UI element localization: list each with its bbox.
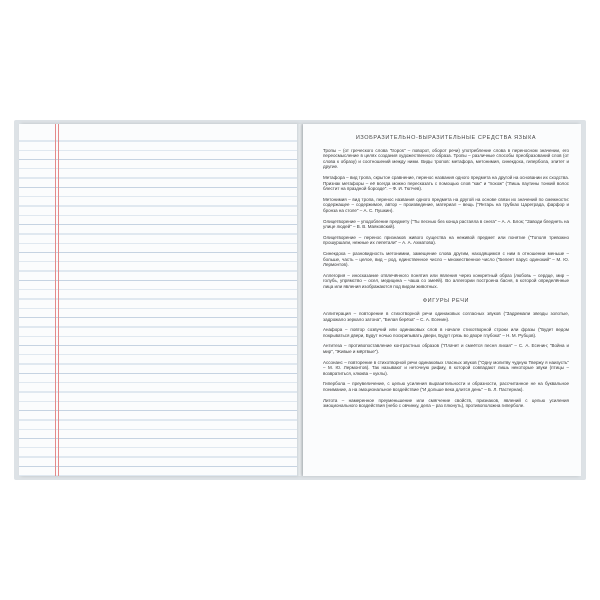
paragraph-metaphor: Метафора – вид тропа, скрытое сравнение, перенос названия одного предмета на другой на основании их сходства. Признак метафоры – её всегда можно пересказать с помощью слов "как" и "похож" ("Лишь паутины тонкий волос блестит на праздной борозде". – Ф. И. Тютчев). (323, 174, 569, 192)
left-lined-page (19, 124, 297, 476)
margin-line (58, 124, 59, 476)
section-heading: ФИГУРЫ РЕЧИ (422, 298, 470, 305)
paragraph-hyperbole: Гипербола – преувеличение, с целью усиления выразительности и образности, рассчитанное не на буквальное понимание, а на эмоциональное воздействие ("И дольше века длится день" – Б. Л. Пастернак). (323, 381, 569, 392)
paragraph-antithesis: Антитеза – противопоставление контрастных образов ("Плачет и смеётся песня лихая" – С. А. Есенин; "Война и мир", "Живые и мёртвые"). (323, 343, 569, 355)
margin-line (55, 124, 56, 476)
paragraph-assonance: Ассонанс – повторение в стихотворной речи одинаковых гласных звуков ("Одну молитву чудную Твержу я наизусть" – М. Ю. Лермонтов). Так называют и неточную рифму, в которой совпадают лишь некоторые звуки (птицы – возвратиться, клюква – куклы). (323, 359, 569, 376)
paragraph-personification-2: Олицетворение – перенос признаков живого существа на неживой предмет или понятие ("Тополя тревожно прошуршали, нежные их лепетали" – А. А. Ахматова). (323, 234, 569, 246)
paragraph-synecdoche: Синекдоха – разновидность метонимии, замещение слова другим, находящимся с ним в отношении меньше – больше, часть – целое, вид – род, единственное число – множественное число ("Белеет парус одинокий" – М. Ю. Лермонтов). (323, 250, 569, 268)
right-reference-page (303, 124, 581, 476)
paragraph-metonymy: Метонимия – вид тропа, перенос названия одного предмета на другой на основе связи их значений по смежности: содержащее – содержимое, автор – произведение, материал – вещь ("Янтарь на трубках Цареграда, фарфор и бронза на столе" – А. С. Пушкин). (323, 196, 569, 213)
section-heading: ИЗОБРАЗИТЕЛЬНО-ВЫРАЗИТЕЛЬНЫЕ СРЕДСТВА ЯЗЫКА (355, 135, 537, 141)
paragraph-personification-1: Олицетворение – уподобление предмету ("Ты песнью без конца растаяла в снега" – А. А. Блок; "Заводи бледнеть на улице людей" – В. В. Маяковский). (323, 218, 569, 230)
paragraph-tropes: Тропы – (от греческого слова "tropos" – поворот, оборот речи) употребление слова в переносном значении, его переосмысление в целях создания художественного образа. Тропы – различные способы преобразований слов (от слова к образу) и соотношений между ними. Виды тропов: метафора, метонимия, синекдоха, гипербола, эпитет и другие. (323, 147, 569, 170)
paragraph-allegory: Аллегория – иносказание отвлечённого понятия или явления через конкретный образ (любовь – сердце, мир – голубь, упрямство – осел, медицина – чаша со змеёй). Во аллегории построена басня, в которой определённые лица или явления изображаются под видом животных. (323, 272, 569, 289)
reference-content (323, 134, 569, 414)
notebook-spread (14, 120, 586, 480)
paragraph-litotes: Литота – намеренное преуменьшение или смягчение свойств, признаков, явлений с целью усиления эмоционального воздействия (небо с овчинку, дела – раз плюнуть), противоположна гиперболе. (323, 397, 569, 409)
paragraph-alliteration: Аллитерация – повторение в стихотворной речи одинаковых согласных звуков ("Задремали звезды золотые, задрожало зеркало затона", "Белая берёза" – С. А. Есенин). (323, 311, 569, 322)
paragraph-anaphora: Анафора – повтор созвучий или одинаковых слов в начале стихотворной строки или фразы ("Будет ведом покрываться двери, Будут ночью поскрипывать двери, Будут грязь во дворе глубока" – Н. М. Рубцов). (323, 327, 569, 338)
